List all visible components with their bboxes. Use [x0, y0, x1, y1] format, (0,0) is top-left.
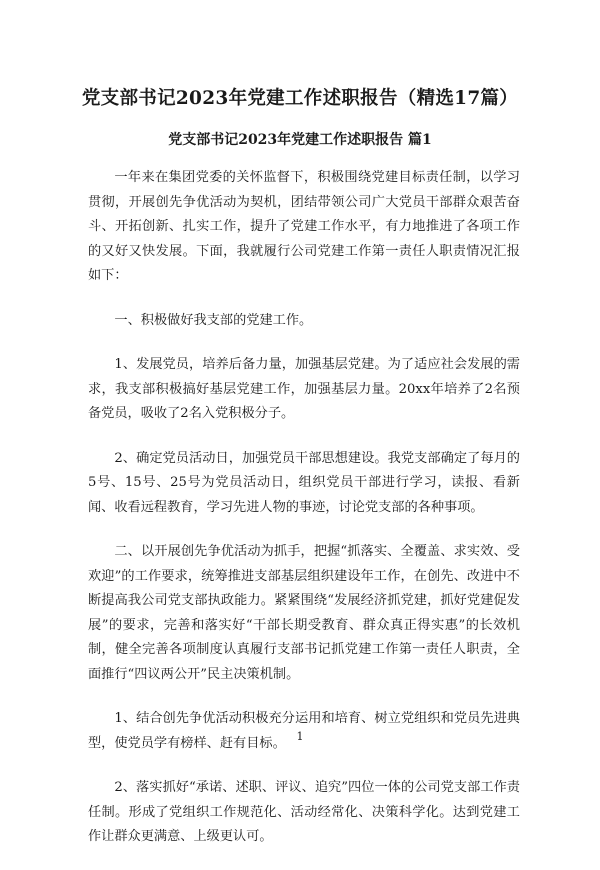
- paragraph-intro: 一年来在集团党委的关怀监督下，积极围绕党建目标责任制，以学习贯彻，开展创先争优活动为契机，团结带领公司广大党员干部群众艰苦奋斗、开拓创新、扎实工作，提升了党建工作水平，有力地推进了各项工作的又好又快发展。下面，我就履行公司党建工作第一责任人职责情况汇报如下：: [88, 170, 520, 283]
- paragraph-item-1-1: 1、发展党员，培养后备力量，加强基层党建。为了适应社会发展的需求，我支部积极搞好基层党建工作，加强基层力量。20xx年培养了2名预备党员，吸收了2名入党积极分子。: [88, 357, 520, 421]
- paragraph-item-2-1: 1、结合创先争优活动积极充分运用和培育、树立党组织和党员先进典型，使党员学有榜样、赶有目标。: [88, 711, 520, 751]
- document-title: 党支部书记2023年党建工作述职报告（精选17篇）: [81, 88, 519, 109]
- section-title: 党支部书记2023年党建工作述职报告 篇1: [168, 132, 432, 148]
- paragraph-heading-1: 一、积极做好我支部的党建工作。: [114, 312, 313, 328]
- paragraph-heading-2: 二、以开展创先争优活动为抓手，把握“抓落实、全覆盖、求实效、受欢迎”的工作要求，统筹推进支部基层组织建设年工作，在创先、改进中不断提高我公司党支部执政能力。紧紧围绕“发展经济抓党建，抓好党建促发展”的要求，完善和落实好“干部长期受教育、群众真正得实惠”的长效机制，健全完善各项制度认真履行支部书记抓党建工作第一责任人职责，全面推行“四议两公开”民主决策机制。: [88, 544, 520, 682]
- page-number: 1: [296, 730, 304, 743]
- document-body: [88, 166, 520, 870]
- paragraph-item-1-2: 2、确定党员活动日，加强党员干部思想建设。我党支部确定了每月的5号、15号、25号为党员活动日，组织党员干部进行学习，读报、看新闻、收看远程教育，学习先进人物的事迹，讨论党支部的各种事项。: [88, 450, 520, 515]
- paragraph-item-2-2: 2、落实抓好“承诺、述职、评议、追究”四位一体的公司党支部工作责任制。形成了党组织工作规范化、活动经常化、决策科学化。达到党建工作让群众更满意、上级更认可。: [88, 780, 520, 844]
